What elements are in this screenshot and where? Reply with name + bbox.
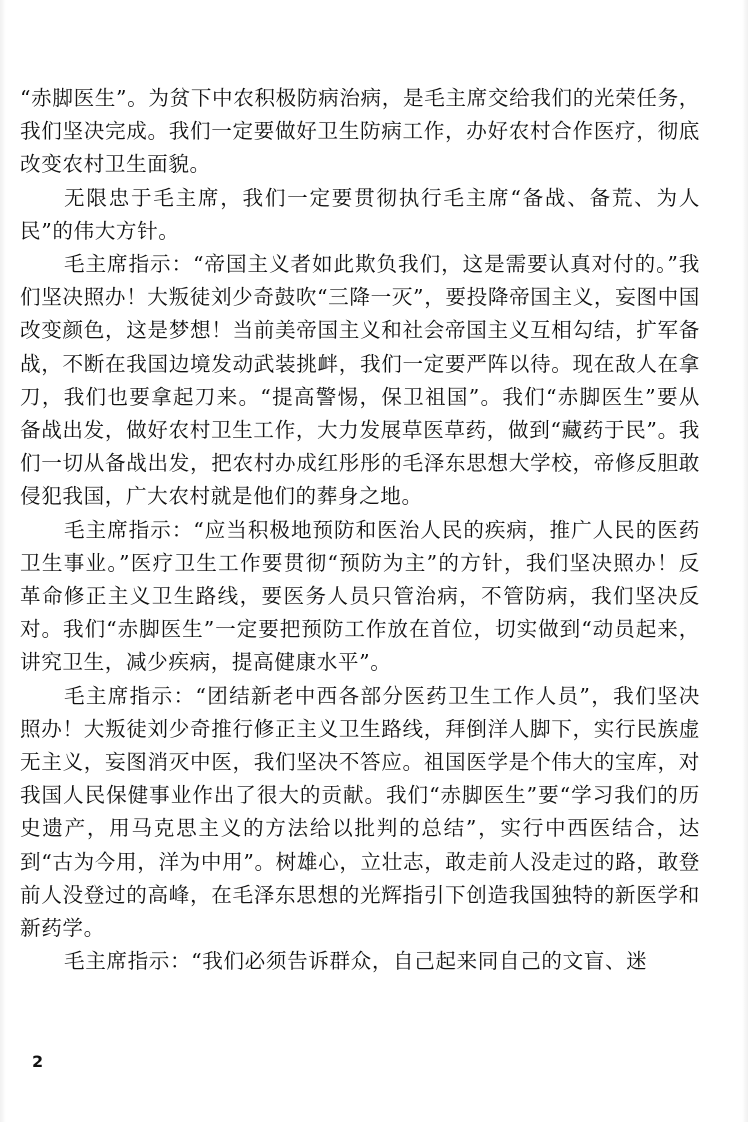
paragraph-continuation: “赤脚医生”。为贫下中农积极防病治病，是毛主席交给我们的光荣任务，我们坚决完成。我们一定要做好卫生防病工作，办好农村合作医疗，彻底改变农村卫生面貌。	[20, 86, 700, 177]
body-text	[20, 82, 700, 978]
paragraph-literacy: 毛主席指示：“我们必须告诉群众，自己起来同自己的文盲、迷	[64, 949, 648, 974]
paragraph-prevention: 毛主席指示：“应当积极地预防和医治人民的疾病，推广人民的医药卫生事业。”医疗卫生工作要贯彻“预防为主”的方针，我们坚决照办！反革命修正主义卫生路线，要医务人员只管治病，不管防病，我们坚决反对。我们“赤脚医生”一定要把预防工作放在首位，切实做到“动员起来，讲究卫生，减少疾病，提高健康水平”。	[20, 517, 700, 675]
paragraph-war-preparation: 毛主席指示：“帝国主义者如此欺负我们，这是需要认真对付的。”我们坚决照办！大叛徒刘少奇鼓吹“三降一灭”，要投降帝国主义，妄图中国改变颜色，这是梦想！当前美帝国主义和社会帝国主义互相勾结，扩军备战，不断在我国边境发动武装挑衅，我们一定要严阵以待。现在敌人在拿刀，我们也要拿起刀来。“提高警惕，保卫祖国”。我们“赤脚医生”要从备战出发，做好农村卫生工作，大力发展草医草药，做到“藏药于民”。我们一切从备战出发，把农村办成红彤彤的毛泽东思想大学校，帝修反胆敢侵犯我国，广大农村就是他们的葬身之地。	[20, 252, 700, 509]
scan-shadow-left	[0, 0, 6, 1122]
paragraph-policy: 无限忠于毛主席，我们一定要贯彻执行毛主席“备战、备荒、为人民”的伟大方针。	[20, 185, 700, 243]
paragraph-chinese-western-medicine: 毛主席指示：“团结新老中西各部分医药卫生工作人员”，我们坚决照办！大叛徒刘少奇推行修正主义卫生路线，拜倒洋人脚下，实行民族虚无主义，妄图消灭中医，我们坚决不答应。祖国医学是个伟大的宝库，对我国人民保健事业作出了很大的贡献。我们“赤脚医生”要“学习我们的历史遗产，用马克思主义的方法给以批判的总结”，实行中西医结合，达到“古为今用，洋为中用”。树雄心，立壮志，敢走前人没走过的路，敢登前人没登过的高峰，在毛泽东思想的光辉指引下创造我国独特的新医学和新药学。	[20, 683, 700, 941]
scan-shadow-right	[742, 0, 748, 1122]
page-number: 2	[32, 1052, 44, 1071]
